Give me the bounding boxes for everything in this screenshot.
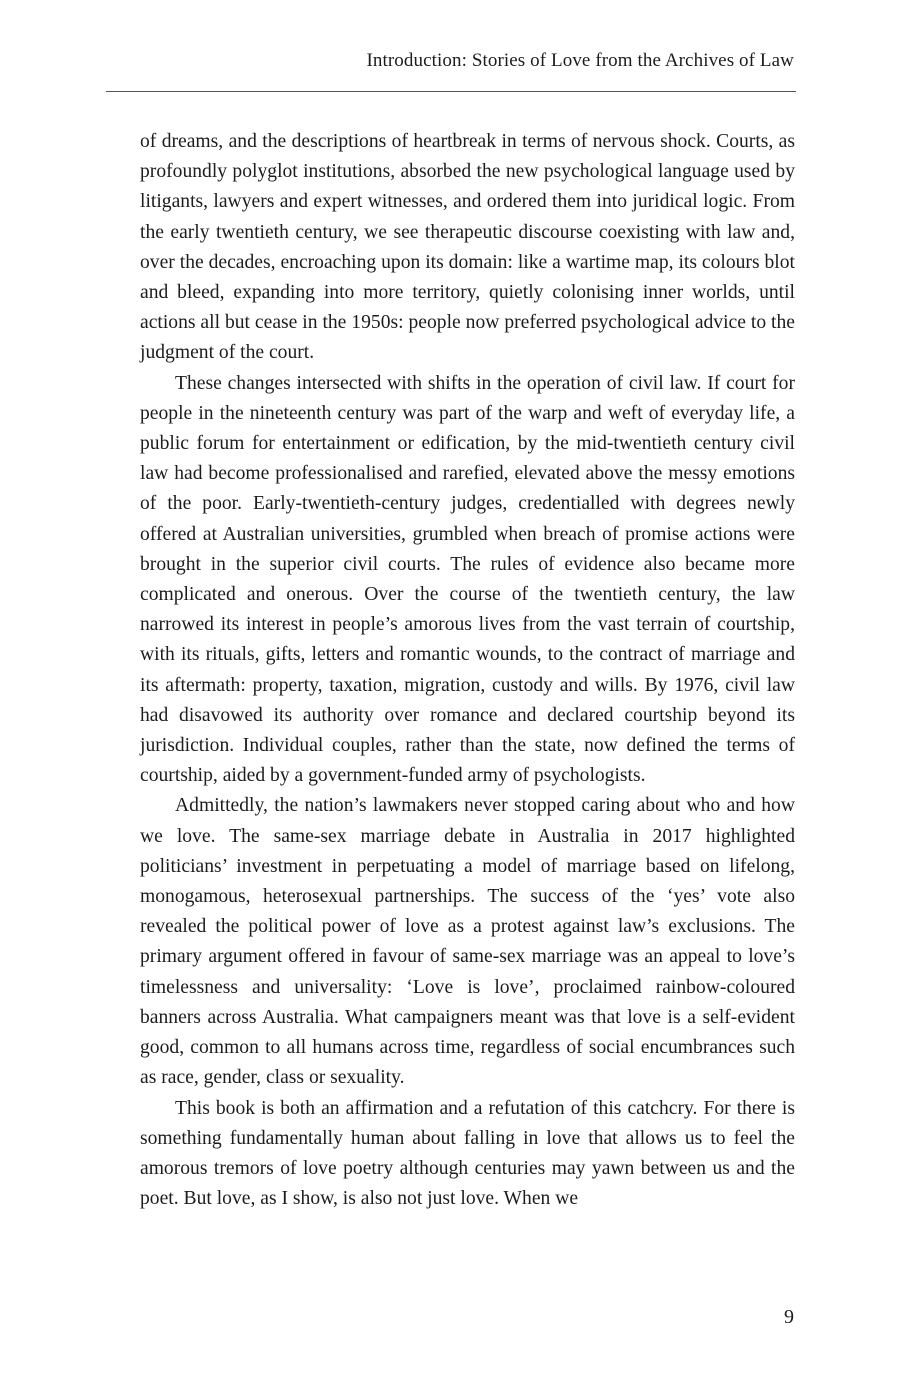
paragraph: These changes intersected with shifts in the operation of civil law. If court for people in the nineteenth century was part of the warp and weft of everyday life, a public forum for entertainment or edification, by the mid-twentieth century civil law had become professionalised and rarefied, elevated above the messy emotions of the poor. Early-twentieth-century judges, credentialled with degrees newly offered at Australian universities, grumbled when breach of promise actions were brought in the superior civil courts. The rules of evidence also became more complicated and onerous. Over the course of the twentieth century, the law narrowed its interest in people’s amorous lives from the vast terrain of courtship, with its rituals, gifts, letters and romantic wounds, to the contract of marriage and its aftermath: property, taxation, migration, custody and wills. By 1976, civil law had disavowed its authority over romance and declared courtship beyond its jurisdiction. Individual couples, rather than the state, now defined the terms of courtship, aided by a government-funded army of psychologists. xyxy=(140,372,795,787)
running-head: Introduction: Stories of Love from the Archives of Law xyxy=(366,50,794,71)
header-rule xyxy=(106,91,796,92)
paragraph: This book is both an affirmation and a refutation of this catchcry. For there is something fundamentally human about falling in love that allows us to feel the amorous tremors of love poetry although centuries may yawn between us and the poet. But love, as I show, is also not just love. When we xyxy=(140,1097,795,1210)
paragraph: of dreams, and the descriptions of heartbreak in terms of nervous shock. Courts, as profoundly polyglot institutions, absorbed the new psychological language used by litigants, lawyers and expert witnesses, and ordered them into juridical logic. From the early twentieth century, we see therapeutic discourse coexisting with law and, over the decades, encroaching upon its domain: like a wartime map, its colours blot and bleed, expanding into more territory, quietly colonising inner worlds, until actions all but cease in the 1950s: people now preferred psychological advice to the judgment of the court. xyxy=(140,131,795,364)
body-text xyxy=(140,127,795,1214)
page-number: 9 xyxy=(784,1306,794,1328)
paragraph: Admittedly, the nation’s lawmakers never stopped caring about who and how we love. The same-sex marriage debate in Australia in 2017 highlighted politicians’ investment in perpetuating a model of marriage based on lifelong, monogamous, heterosexual partnerships. The success of the ‘yes’ vote also revealed the political power of love as a protest against law’s exclusions. The primary argument offered in favour of same-sex marriage was an appeal to love’s timelessness and universality: ‘Love is love’, proclaimed rainbow-coloured banners across Australia. What campaigners meant was that love is a self-evident good, common to all humans across time, regardless of social encumbrances such as race, gender, class or sexuality. xyxy=(140,795,795,1089)
